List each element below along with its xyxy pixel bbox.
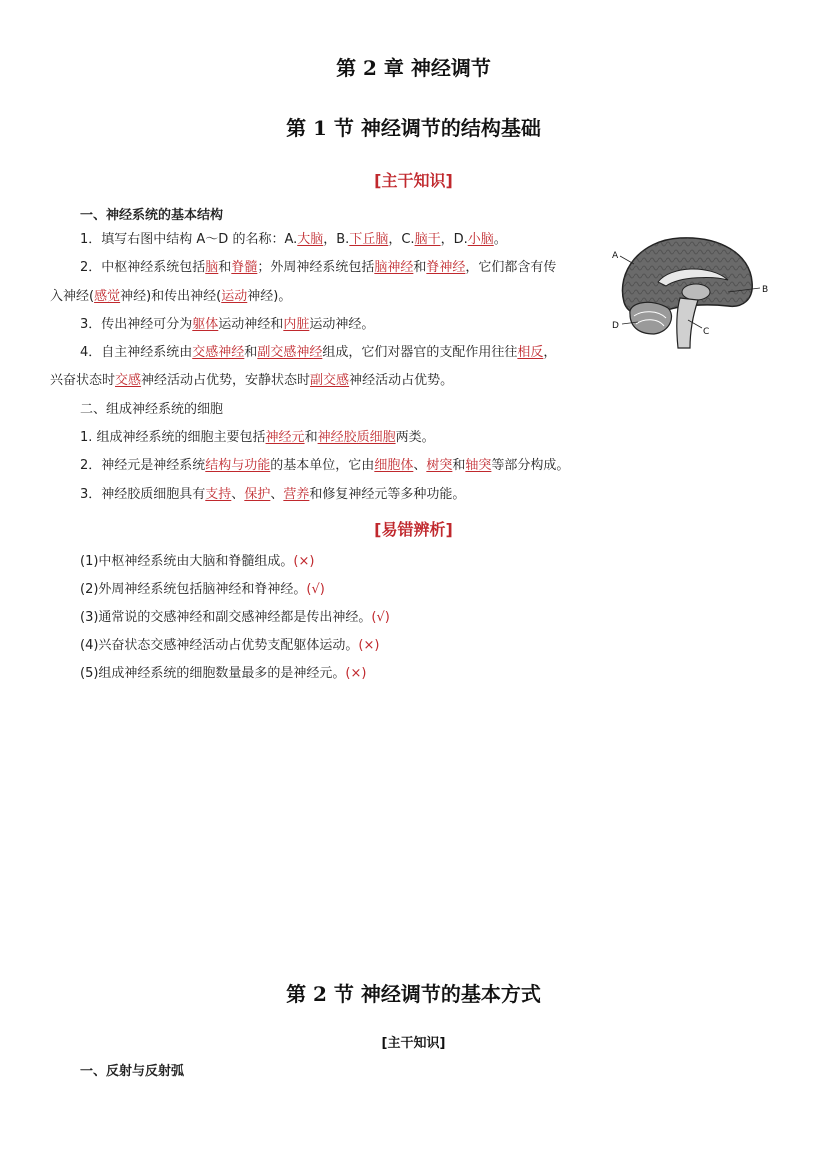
answer: 躯体	[192, 317, 219, 332]
answer: 脑神经	[374, 260, 414, 275]
judgement-mark: (×)	[345, 666, 367, 681]
answer: 相反	[517, 345, 544, 360]
line-4: 4．自主神经系统由交感神经和副交感神经组成，它们对器官的支配作用往往相反，	[80, 345, 557, 360]
answer: 营养	[283, 487, 310, 502]
judgement-mark: (×)	[358, 638, 380, 653]
section-2-part-1-heading: 一、反射与反射弧	[80, 1064, 185, 1079]
judgement-mark: (×)	[293, 554, 315, 569]
answer: 副交感	[310, 373, 350, 388]
answer: 感觉	[94, 289, 121, 304]
line-2: 2．中枢神经系统包括脑和脊髓；外周神经系统包括脑神经和脊神经，它们都含有传	[80, 260, 557, 275]
brain-diagram	[610, 232, 780, 350]
error-item: (3)通常说的交感神经和副交感神经都是传出神经。(√)	[80, 610, 390, 625]
answer: 运动	[221, 289, 248, 304]
answer: 细胞体	[374, 458, 414, 473]
answer: 轴突	[465, 458, 492, 473]
part-1-heading: 一、神经系统的基本结构	[80, 208, 224, 223]
answer: 大脑	[297, 232, 324, 247]
line-1: 1．填写右图中结构 A～D 的名称：A.大脑，B.下丘脑，C.脑干，D.小脑。	[80, 232, 507, 247]
main-knowledge-heading: [主干知识]	[374, 171, 453, 190]
line-6: 2．神经元是神经系统结构与功能的基本单位，它由细胞体、树突和轴突等部分构成。	[80, 458, 570, 473]
chapter-title: 第 2 章 神经调节	[336, 56, 491, 80]
line-4b: 兴奋状态时交感神经活动占优势，安静状态时副交感神经活动占优势。	[50, 373, 454, 388]
section-2-main-heading: [主干知识]	[381, 1036, 446, 1051]
section-2-title: 第 2 节 神经调节的基本方式	[286, 982, 541, 1006]
line-7: 3．神经胶质细胞具有支持、保护、营养和修复神经元等多种功能。	[80, 487, 466, 502]
answer: 脊神经	[426, 260, 466, 275]
answer: 脑	[205, 260, 219, 275]
judgement-mark: (√)	[306, 582, 325, 597]
error-item: (1)中枢神经系统由大脑和脊髓组成。(×)	[80, 554, 315, 569]
line-2b: 入神经(感觉神经)和传出神经(运动神经)。	[50, 289, 292, 304]
error-item: (4)兴奋状态交感神经活动占优势支配躯体运动。(×)	[80, 638, 380, 653]
part-2-heading: 二、组成神经系统的细胞	[80, 402, 224, 417]
answer: 脑干	[414, 232, 441, 247]
answer: 神经胶质细胞	[317, 430, 396, 445]
section-1-title: 第 1 节 神经调节的结构基础	[286, 116, 541, 140]
figure-label-d: D	[612, 321, 619, 331]
judgement-mark: (√)	[371, 610, 390, 625]
answer: 神经元	[265, 430, 305, 445]
error-analysis-heading: [易错辨析]	[374, 520, 453, 539]
figure-label-b: B	[762, 285, 769, 295]
answer: 树突	[426, 458, 453, 473]
answer: 支持	[205, 487, 232, 502]
answer: 副交感神经	[257, 345, 323, 360]
figure-label-c: C	[703, 327, 710, 337]
answer: 交感神经	[192, 345, 245, 360]
figure-label-a: A	[612, 251, 619, 261]
answer: 交感	[115, 373, 142, 388]
line-3: 3．传出神经可分为躯体运动神经和内脏运动神经。	[80, 317, 375, 332]
answer: 下丘脑	[349, 232, 389, 247]
answer: 内脏	[283, 317, 310, 332]
answer: 脊髓	[231, 260, 258, 275]
error-item: (5)组成神经系统的细胞数量最多的是神经元。(×)	[80, 666, 367, 681]
error-item: (2)外周神经系统包括脑神经和脊神经。(√)	[80, 582, 325, 597]
answer: 小脑	[467, 232, 494, 247]
line-5: 1. 组成神经系统的细胞主要包括神经元和神经胶质细胞两类。	[80, 430, 435, 445]
answer: 结构与功能	[205, 458, 271, 473]
answer: 保护	[244, 487, 271, 502]
